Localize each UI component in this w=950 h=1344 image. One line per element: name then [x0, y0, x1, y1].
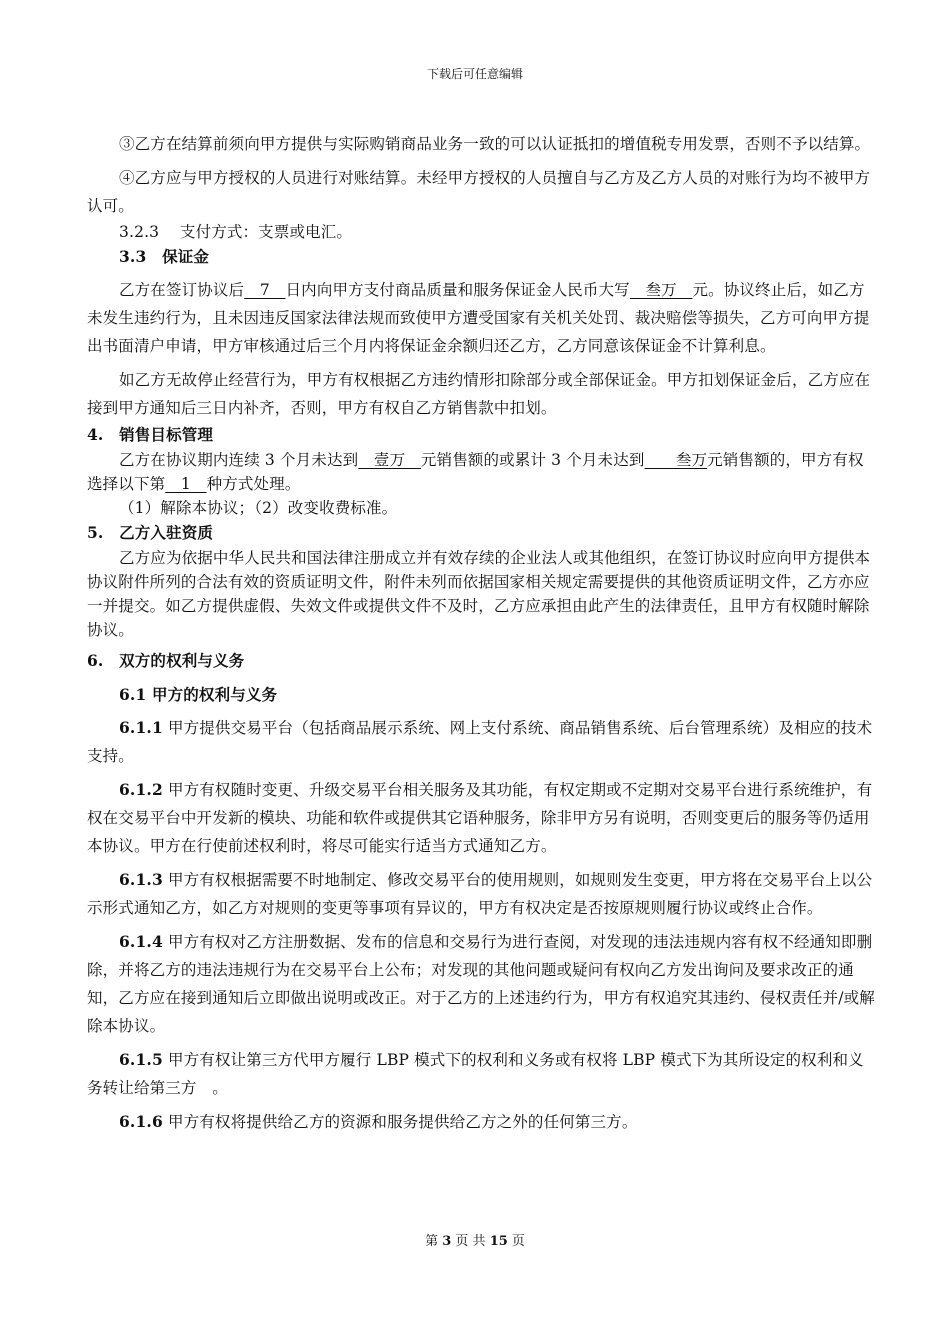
- sales-text-b: 元销售额的或累计 3 个月未达到: [420, 451, 645, 469]
- heading-5-qualification: 5. 乙方入驻资质: [87, 523, 214, 542]
- deposit-text-c: 元。协议终止后，如乙方未发生违约行为，且未因违反国家法律法规而致使甲方遭受国家有关机关处罚、裁决赔偿等损失，乙方可向甲方提出书面清户申请，甲方审核通过后三个月内将保证金余额归还乙方，乙方同意该保证金不计算利息。: [87, 281, 870, 355]
- clause-number: 6.1.2: [119, 780, 163, 799]
- clause-text: 甲方有权根据需要不时地制定、修改交易平台的使用规则，如规则发生变更，甲方将在交易平台上以公示形式通知乙方，如乙方对规则的变更等事项有异议的，甲方有权决定是否按原规则履行协议或终止合作。: [87, 871, 873, 917]
- heading-6-rights-obligations: 6. 双方的权利与义务: [87, 651, 245, 670]
- clause-6-1-6: [87, 1108, 875, 1136]
- footer-total-pages: 15: [489, 1234, 508, 1249]
- clause-number: 6.1.3: [119, 870, 163, 889]
- footer-mid: 页 共: [455, 1234, 486, 1249]
- sales-target-cumulative-field: 叁万: [644, 451, 708, 469]
- sales-text-d: 种方式处理。: [206, 475, 301, 493]
- footer-prefix: 第: [425, 1234, 439, 1249]
- paragraph-invoice-requirement: ③乙方在结算前须向甲方提供与实际购销商品业务一致的可以认证抵扣的增值税专用发票，否则不予以结算。: [119, 135, 871, 153]
- clause-text: 甲方有权让第三方代甲方履行 LBP 模式下的权利和义务或有权将 LBP 模式下为其所设定的权利和义务转让给第三方 。: [87, 1051, 864, 1097]
- clause-6-1-1: [87, 714, 875, 770]
- clause-6-1-2: [87, 776, 875, 860]
- paragraph-qualification: 乙方应为依据中华人民共和国法律注册成立并有效存续的企业法人或其他组织，在签订协议时应向甲方提供本协议附件所列的合法有效的资质证明文件，附件未列而依据国家相关规定需要提供的其他资质证明文件，乙方亦应一并提交。如乙方提供虚假、失效文件或提供文件不及时，乙方应承担由此产生的法律责任，且甲方有权随时解除协议。: [87, 549, 871, 639]
- clause-number: 6.1.1: [119, 718, 163, 737]
- paragraph-handling-options: （1）解除本协议；（2）改变收费标准。: [119, 499, 398, 517]
- document-body: [87, 130, 875, 1136]
- footer-suffix: 页: [511, 1234, 525, 1249]
- deposit-amount-field: 叁万: [629, 281, 693, 299]
- footer-page-number: 3: [442, 1234, 452, 1249]
- paragraph-sales-target: [87, 448, 875, 496]
- clause-6-1-3: [87, 866, 875, 922]
- clause-text: 甲方提供交易平台（包括商品展示系统、网上支付系统、商品销售系统、后台管理系统）及相应的技术支持。: [87, 719, 873, 765]
- sales-text-a: 乙方在协议期内连续 3 个月未达到: [119, 451, 359, 469]
- sales-text-c: 元销售额的，甲方有权选择以下第: [87, 451, 864, 493]
- sales-option-field: 1: [165, 475, 207, 493]
- sales-target-monthly-field: 壹万: [358, 451, 421, 469]
- paragraph-deposit-terms: [87, 276, 875, 360]
- deposit-days-field: 7: [244, 281, 286, 299]
- clause-6-1-4: [87, 928, 875, 1040]
- clause-text: 甲方有权对乙方注册数据、发布的信息和交易行为进行查阅，对发现的违法违规内容有权不经通知即删除，并将乙方的违法违规行为在交易平台上公布；对发现的其他问题或疑问有权向乙方发出询问及要求改正的通知，乙方应在接到通知后立即做出说明或改正。对于乙方的上述违约行为，甲方有权追究其违约、侵权责任并/或解除本协议。: [87, 933, 875, 1035]
- clause-text: 甲方有权随时变更、升级交易平台相关服务及其功能，有权定期或不定期对交易平台进行系统维护，有权在交易平台中开发新的模块、功能和软件或提供其它语种服务，除非甲方另有说明，否则变更后的服务等仍适用本协议。甲方在行使前述权利时，将尽可能实行适当方式通知乙方。: [87, 781, 873, 855]
- page-header: [0, 66, 950, 82]
- paragraph-deposit-deduction: 如乙方无故停止经营行为，甲方有权根据乙方违约情形扣除部分或全部保证金。甲方扣划保证金后，乙方应在接到甲方通知后三日内补齐，否则，甲方有权自乙方销售款中扣划。: [87, 371, 871, 417]
- deposit-text-a: 乙方在签订协议后: [119, 281, 245, 299]
- heading-4-sales-target: 4. 销售目标管理: [87, 425, 214, 444]
- clause-number: 6.1.6: [119, 1112, 163, 1131]
- clause-text: 甲方有权将提供给乙方的资源和服务提供给乙方之外的任何第三方。: [162, 1113, 638, 1131]
- heading-6-1-party-a: 6.1 甲方的权利与义务: [119, 685, 278, 704]
- paragraph-reconciliation: ④乙方应与甲方授权的人员进行对账结算。未经甲方授权的人员擅自与乙方及乙方人员的对账行为均不被甲方认可。: [87, 169, 871, 215]
- deposit-text-b: 日内向甲方支付商品质量和服务保证金人民币大写: [285, 281, 630, 299]
- clause-number: 6.1.5: [119, 1050, 163, 1069]
- clause-number: 6.1.4: [119, 932, 163, 951]
- page-footer: [0, 1234, 950, 1250]
- heading-3-3-deposit: 3.3 保证金: [119, 247, 210, 266]
- paragraph-payment-method: 3.2.3 支付方式：支票或电汇。: [119, 223, 353, 241]
- header-text: 下载后可任意编辑: [426, 67, 523, 81]
- clause-6-1-5: [87, 1046, 875, 1102]
